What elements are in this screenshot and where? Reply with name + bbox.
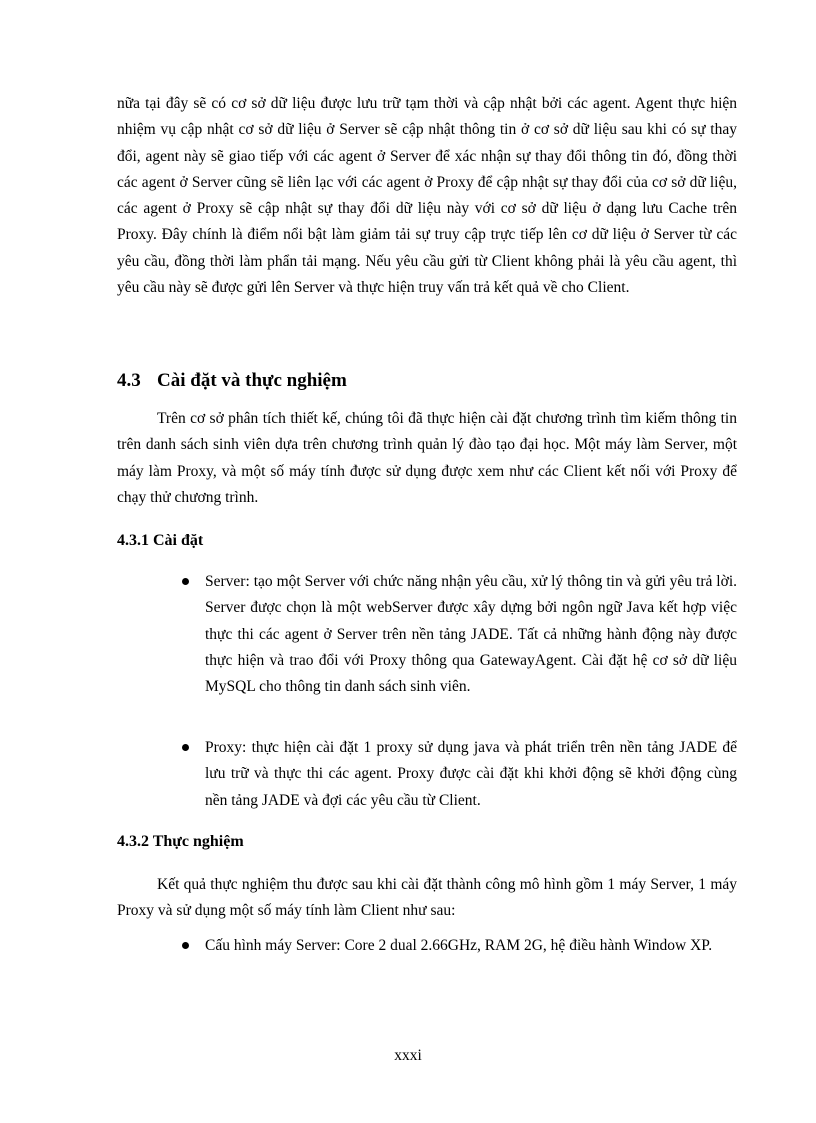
bullet-icon (182, 942, 189, 949)
experiment-intro-paragraph: Kết quả thực nghiệm thu được sau khi cài đặt thành công mô hình gồm 1 máy Server, 1 máy Proxy và sử dụng một số máy tính làm Client như sau: (117, 876, 737, 920)
section-title: Cài đặt và thực nghiệm (157, 370, 347, 391)
page-number: xxxi (394, 1047, 422, 1064)
section-heading (117, 370, 347, 392)
section-intro-paragraph: Trên cơ sở phân tích thiết kế, chúng tôi đã thực hiện cài đặt chương trình tìm kiếm thông tin trên danh sách sinh viên dựa trên chương trình quản lý đào tạo đại học. Một máy làm Server, một máy làm Proxy, và một số máy tính được sử dụng được xem như các Client kết nối với Proxy để chạy thử chương trình. (117, 410, 737, 506)
bullet-icon (182, 578, 189, 585)
list-item-server-config: Cấu hình máy Server: Core 2 dual 2.66GHz, RAM 2G, hệ điều hành Window XP. (205, 937, 713, 954)
list-item-server: Server: tạo một Server với chức năng nhận yêu cầu, xử lý thông tin và gửi yêu trả lời. Server được chọn là một webServer được xây dựng bởi ngôn ngữ Java kết hợp việc thực thi các agent ở Server trên nền tảng JADE. Tất cả những hành động này được thực hiện và trao đổi với Proxy thông qua GatewayAgent. Cài đặt hệ cơ sở dữ liệu MySQL cho thông tin danh sách sinh viên. (205, 573, 737, 696)
intro-paragraph: nữa tại đây sẽ có cơ sở dữ liệu được lưu trữ tạm thời và cập nhật bởi các agent. Agent thực hiện nhiệm vụ cập nhật cơ sở dữ liệu ở Server sẽ cập nhật thông tin ở cơ sở dữ liệu sau khi có sự thay đổi, agent này sẽ giao tiếp với các agent ở Server để xác nhận sự thay đổi thông tin đó, đồng thời các agent ở Server cũng sẽ liên lạc với các agent ở Proxy để cập nhật sự thay đổi của cơ sở dữ liệu, các agent ở Proxy sẽ cập nhật sự thay đổi dữ liệu này với cơ sở dữ liệu ở dạng lưu Cache trên Proxy. Đây chính là điểm nổi bật làm giảm tải sự truy cập trực tiếp lên cơ dữ liệu ở Server từ các yêu cầu, đồng thời làm phẩn tải mạng. Nếu yêu cầu gửi từ Client không phải là yêu cầu agent, thì yêu cầu này sẽ được gửi lên Server và thực hiện truy vấn trả kết quả về cho Client. (117, 95, 737, 297)
bullet-icon (182, 744, 189, 751)
subsection-heading-experiment: 4.3.2 Thực nghiệm (117, 833, 244, 850)
subsection-heading-install: 4.3.1 Cài đặt (117, 532, 204, 549)
section-number: 4.3 (117, 370, 141, 391)
list-item-proxy: Proxy: thực hiện cài đặt 1 proxy sử dụng java và phát triển trên nền tảng JADE để lưu trữ và thực thi các agent. Proxy được cài đặt khi khởi động sẽ khởi động cùng nền tảng JADE và đợi các yêu cầu từ Client. (205, 739, 737, 809)
